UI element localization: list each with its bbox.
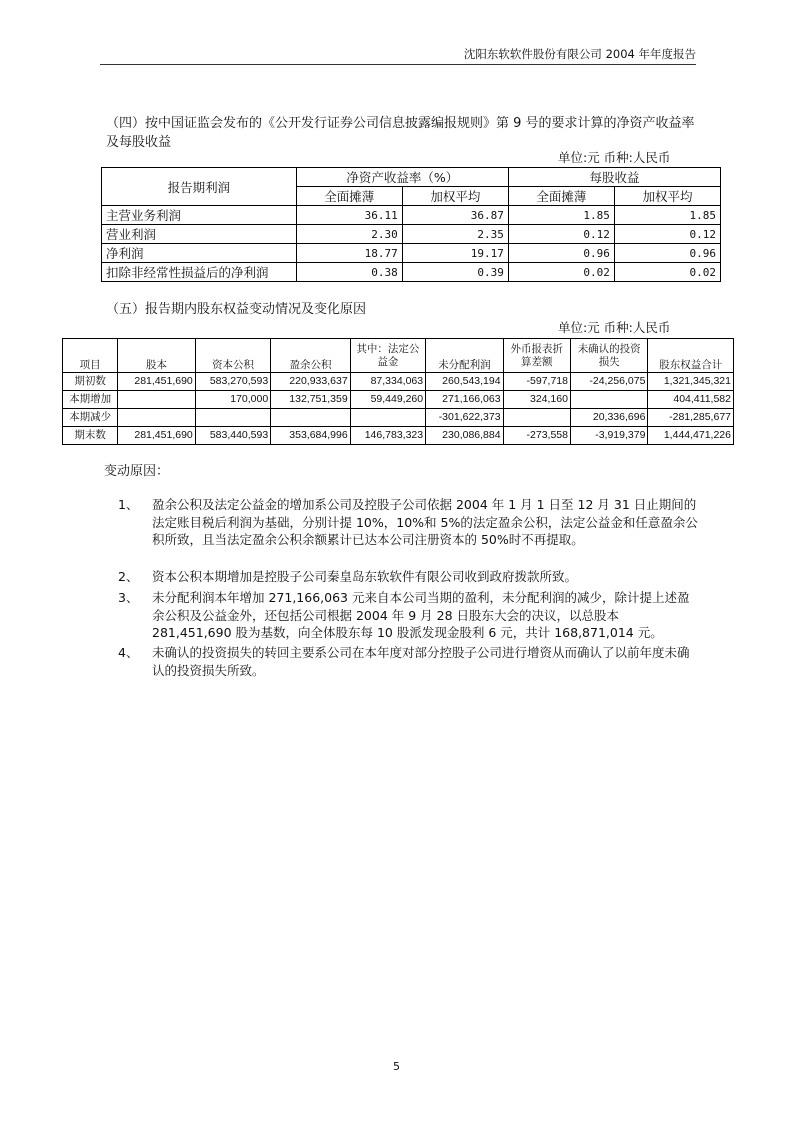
cell-undistributed: 230,086,884 xyxy=(426,427,503,445)
row-label: 本期增加 xyxy=(63,391,118,409)
cell-total: 1,321,345,321 xyxy=(648,373,734,391)
cell-unrecognized xyxy=(570,391,647,409)
cell-roe-weighted: 19.17 xyxy=(402,244,508,263)
page-header: 沈阳东软软件股份有限公司 2004 年年度报告 xyxy=(100,46,696,65)
cell-share: 281,451,690 xyxy=(118,427,195,445)
row-label: 本期减少 xyxy=(63,409,118,427)
cell-surplus-reserve: 132,751,359 xyxy=(271,391,350,409)
cell-roe-full: 36.11 xyxy=(296,206,402,225)
row-label: 净利润 xyxy=(102,244,297,263)
section4-unit: 单位:元 币种:人民币 xyxy=(558,150,671,165)
cell-total: 404,411,582 xyxy=(648,391,734,409)
cell-roe-full: 0.38 xyxy=(296,263,402,282)
cell-total: 1,444,471,226 xyxy=(648,427,734,445)
header-share: 股本 xyxy=(118,339,195,373)
section5-heading: （五）报告期内股东权益变动情况及变化原因 xyxy=(106,302,367,317)
section5-unit: 单位:元 币种:人民币 xyxy=(558,320,671,335)
header-unrecognized: 未确认的投资损失 xyxy=(570,339,647,373)
cell-total: -281,285,677 xyxy=(648,409,734,427)
reason-text: 未确认的投资损失的转回主要系公司在本年度对部分控股子公司进行增资从而确认了以前年度未确认的投资损失所致。 xyxy=(152,645,690,678)
cell-eps-full: 0.96 xyxy=(508,244,614,263)
reason-text: 未分配利润本年增加 271,166,063 元来自本公司当期的盈利，未分配利润的减少，除计提上述盈余公积及公益金外，还包括公司根据 2004 年 9 月 28 日股东大会的决议，以总股本 281,451,690 股为基数，向全体股东每 10 股派发现金股利 6 元，共计 168,871,014 元。 xyxy=(152,590,690,640)
header-eps-weighted: 加权平均 xyxy=(614,187,720,206)
cell-unrecognized: -3,919,379 xyxy=(570,427,647,445)
cell-fx: -273,558 xyxy=(503,427,570,445)
cell-capital-reserve xyxy=(195,409,270,427)
header-fx: 外币报表折算差额 xyxy=(503,339,570,373)
table-row xyxy=(102,206,721,225)
row-label: 营业利润 xyxy=(102,225,297,244)
cell-roe-weighted: 36.87 xyxy=(402,206,508,225)
cell-undistributed: -301,622,373 xyxy=(426,409,503,427)
cell-unrecognized: -24,256,075 xyxy=(570,373,647,391)
section4-heading: （四）按中国证监会发布的《公开发行证券公司信息披露编报规则》第 9 号的要求计算的净资产收益率及每股收益 xyxy=(106,116,695,150)
cell-capital-reserve: 583,270,593 xyxy=(195,373,270,391)
header-eps: 每股收益 xyxy=(508,168,720,187)
cell-roe-full: 2.30 xyxy=(296,225,402,244)
row-label: 主营业务利润 xyxy=(102,206,297,225)
reason-item xyxy=(118,496,698,549)
header-undistributed: 未分配利润 xyxy=(426,339,503,373)
cell-share xyxy=(118,391,195,409)
table-row xyxy=(63,427,734,445)
reason-text: 盈余公积及法定公益金的增加系公司及控股子公司依据 2004 年 1 月 1 日至 12 月 31 日止期间的法定账目税后利润为基础，分别计提 10%，10%和 5%的法定盈余公积，法定公益金和任意盈余公积所致，且当法定盈余公积余额累计已达本公司注册资本的 50%时不再提取。 xyxy=(152,497,698,547)
header-roe-full: 全面摊薄 xyxy=(296,187,402,206)
equity-change-table xyxy=(62,338,734,445)
reason-text: 资本公积本期增加是控股子公司秦皇岛东软软件有限公司收到政府拨款所致。 xyxy=(152,569,578,584)
reason-item xyxy=(118,568,698,586)
row-label: 期末数 xyxy=(63,427,118,445)
header-roe-weighted: 加权平均 xyxy=(402,187,508,206)
cell-capital-reserve: 583,440,593 xyxy=(195,427,270,445)
reason-number: 1、 xyxy=(118,497,139,512)
cell-statutory: 87,334,063 xyxy=(350,373,425,391)
cell-share: 281,451,690 xyxy=(118,373,195,391)
cell-eps-full: 0.02 xyxy=(508,263,614,282)
reason-item xyxy=(118,589,698,642)
cell-eps-full: 0.12 xyxy=(508,225,614,244)
header-item: 项目 xyxy=(63,339,118,373)
reason-item xyxy=(118,644,698,679)
cell-share xyxy=(118,409,195,427)
header-surplus-reserve: 盈余公积 xyxy=(271,339,350,373)
cell-unrecognized: 20,336,696 xyxy=(570,409,647,427)
cell-roe-weighted: 0.39 xyxy=(402,263,508,282)
reason-number: 3、 xyxy=(118,590,139,605)
cell-statutory xyxy=(350,409,425,427)
table-row xyxy=(102,244,721,263)
header-capital-reserve: 资本公积 xyxy=(195,339,270,373)
reason-number: 2、 xyxy=(118,569,139,584)
cell-eps-weighted: 1.85 xyxy=(614,206,720,225)
row-label: 期初数 xyxy=(63,373,118,391)
page-number: 5 xyxy=(393,1060,400,1073)
cell-roe-weighted: 2.35 xyxy=(402,225,508,244)
cell-surplus-reserve: 353,684,996 xyxy=(271,427,350,445)
cell-eps-weighted: 0.96 xyxy=(614,244,720,263)
roe-eps-table xyxy=(101,167,721,282)
cell-fx xyxy=(503,409,570,427)
header-profit: 报告期利润 xyxy=(102,168,297,206)
cell-surplus-reserve xyxy=(271,409,350,427)
cell-fx: -597,718 xyxy=(503,373,570,391)
reasons-title: 变动原因： xyxy=(104,464,170,479)
cell-statutory: 59,449,260 xyxy=(350,391,425,409)
table-row xyxy=(63,409,734,427)
cell-statutory: 146,783,323 xyxy=(350,427,425,445)
cell-surplus-reserve: 220,933,637 xyxy=(271,373,350,391)
cell-eps-full: 1.85 xyxy=(508,206,614,225)
header-total: 股东权益合计 xyxy=(648,339,734,373)
table-row xyxy=(63,373,734,391)
table-row xyxy=(63,391,734,409)
header-roe: 净资产收益率（%） xyxy=(296,168,508,187)
cell-undistributed: 260,543,194 xyxy=(426,373,503,391)
header-eps-full: 全面摊薄 xyxy=(508,187,614,206)
header-statutory: 其中：法定公益金 xyxy=(350,339,425,373)
cell-undistributed: 271,166,063 xyxy=(426,391,503,409)
cell-roe-full: 18.77 xyxy=(296,244,402,263)
cell-eps-weighted: 0.12 xyxy=(614,225,720,244)
table-row xyxy=(102,225,721,244)
cell-eps-weighted: 0.02 xyxy=(614,263,720,282)
cell-fx: 324,160 xyxy=(503,391,570,409)
reason-number: 4、 xyxy=(118,645,139,660)
table-row xyxy=(102,263,721,282)
row-label: 扣除非经常性损益后的净利润 xyxy=(102,263,297,282)
cell-capital-reserve: 170,000 xyxy=(195,391,270,409)
